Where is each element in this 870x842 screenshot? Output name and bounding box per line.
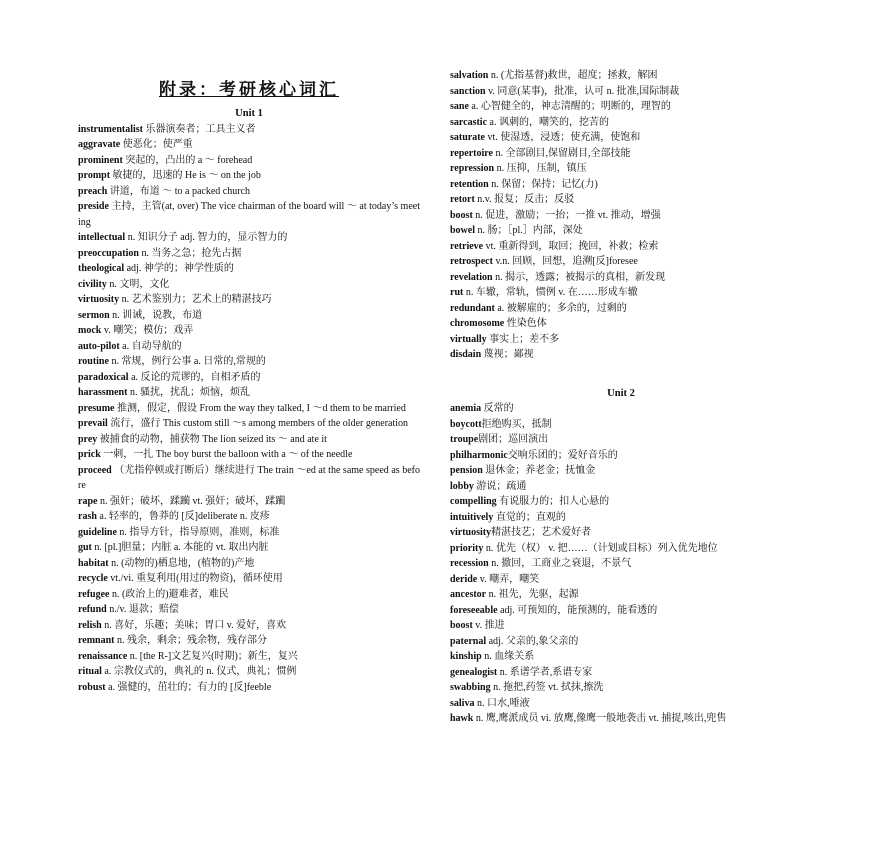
definition: n. 车辙，常轨，惯例 v. 在……形成车辙 (463, 287, 638, 298)
definition: 乐器演奏者；工具主义者 (143, 123, 256, 135)
headword: virtually (450, 333, 487, 345)
definition: 性染色体 (504, 318, 547, 329)
vocab-entry (450, 285, 792, 301)
definition: n. 常规，例行公事 a. 日常的,常规的 (108, 356, 266, 367)
headword: pension (450, 465, 483, 476)
headword: lobby (450, 480, 474, 492)
headword: ritual (78, 666, 102, 677)
vocab-entry (450, 270, 792, 286)
unit-2-heading: Unit 2 (607, 387, 635, 399)
definition: adj. 可预知的，能预测的，能看透的 (497, 604, 658, 616)
vocab-entry (450, 696, 792, 712)
vocab-entry (450, 177, 792, 193)
headword: virtuosity (78, 294, 120, 305)
definition: 流行，盛行 This custom still ～s among members of the older generation (107, 418, 409, 429)
definition: n. 肠；［pl.］内部，深处 (475, 225, 583, 236)
headword: intuitively (450, 511, 494, 523)
vocab-entry (450, 239, 792, 255)
headword: retention (450, 178, 489, 190)
headword: rape (78, 495, 98, 507)
headword: relish (78, 619, 102, 631)
headword: salvation (450, 70, 489, 81)
headword: foreseeable (450, 604, 498, 616)
headword: renaissance (78, 650, 128, 662)
definition: n. 骚扰，扰乱；烦恼，烦乱 (127, 387, 250, 398)
definition: 反常的 (481, 403, 514, 414)
definition: a. 被解雇的；多余的，过剩的 (494, 302, 627, 314)
vocab-entry (450, 634, 792, 650)
definition: adj. 神学的；神学性质的 (124, 263, 234, 274)
vocab-entry (78, 261, 420, 277)
definition: n. [pl.]胆量；内脏 a. 本能的 vt. 取出内脏 (91, 542, 269, 553)
definition: a. 宗教仪式的，典礼的 n. 仪式，典礼；惯例 (101, 666, 297, 677)
vocab-entry (78, 556, 420, 572)
definition: 主持，主管(at, over) The vice chairman of the board will ～ at today’s meeting (78, 201, 420, 228)
page-title: 附录：考研核心词汇 (159, 80, 339, 99)
vocab-entry (78, 416, 420, 432)
headword: saturate (450, 132, 485, 143)
definition: 游说；疏通 (473, 480, 527, 492)
headword: instrumentalist (78, 123, 143, 135)
headword: sane (450, 101, 469, 112)
headword: presume (78, 402, 115, 414)
headword: troupe (450, 434, 479, 445)
definition: n. 揭示，透露；被揭示的真相，新发现 (492, 271, 666, 283)
vocab-entry (78, 401, 420, 417)
definition: 敏捷的，迅速的 He is ～ on the job (110, 170, 261, 181)
vocab-entry (450, 603, 792, 619)
headword: prey (78, 433, 98, 445)
headword: boost (450, 620, 473, 631)
definition: 蔑视；鄙视 (481, 349, 534, 360)
definition: n. 残余，剩余；残余物，残存部分 (114, 635, 267, 646)
headword: virtuosity (450, 527, 492, 538)
vocab-entry (450, 665, 792, 681)
headword: robust (78, 681, 106, 693)
headword: auto-pilot (78, 340, 120, 352)
definition: n. 训诫，说教，布道 (109, 309, 203, 321)
vocab-entry (78, 246, 420, 262)
definition: vt. 重新得到，取回；挽回，补救；检索 (483, 240, 659, 252)
definition: n. 促进，激励；一抬；一推 vt. 推动，增强 (472, 209, 661, 221)
vocab-entry (78, 602, 420, 618)
definition: n. 强奸；破坏，蹂躏 vt. 强奸；破坏，蹂躏 (97, 495, 286, 507)
headword: prick (78, 449, 101, 460)
vocab-entry (450, 332, 792, 348)
vocab-entry (450, 680, 792, 696)
definition: v. 推进 (472, 620, 505, 631)
headword: prevail (78, 418, 108, 429)
vocab-entry (450, 432, 792, 448)
vocab-entry (78, 463, 420, 494)
unit-2-entries (450, 401, 792, 727)
vocab-entry (450, 401, 792, 417)
headword: priority (450, 542, 484, 554)
vocab-entry (78, 153, 420, 169)
vocab-entry (450, 146, 792, 162)
vocab-entry (78, 664, 420, 680)
headword: remnant (78, 635, 115, 646)
definition: n. 祖先，先驱，起源 (486, 589, 579, 600)
left-column (78, 68, 420, 695)
vocab-entry (450, 130, 792, 146)
definition: n. 鹰,鹰派成员 vi. 放鹰,像鹰一般地袭击 vt. 捕捉,咳出,兜售 (473, 713, 727, 724)
vocab-entry (78, 168, 420, 184)
headword: deride (450, 573, 478, 585)
vocab-entry (78, 354, 420, 370)
headword: proceed (78, 464, 112, 476)
vocab-entry (450, 99, 792, 115)
headword: mock (78, 325, 102, 336)
vocab-entry (78, 184, 420, 200)
vocab-entry (78, 633, 420, 649)
definition: 讲道，布道 ～ to a packed church (107, 185, 251, 197)
headword: gut (78, 542, 92, 553)
headword: saliva (450, 697, 475, 709)
unit-gap (450, 363, 792, 386)
headword: preoccupation (78, 247, 139, 259)
headword: swabbing (450, 682, 491, 693)
definition: adj. 父亲的,象父亲的 (486, 635, 579, 647)
vocab-entry (78, 277, 420, 293)
vocab-entry (450, 649, 792, 665)
unit-1-heading: Unit 1 (235, 108, 263, 119)
vocab-entry (450, 347, 792, 363)
vocab-entry (78, 385, 420, 401)
definition: 有说服力的；扣人心悬的 (496, 496, 610, 507)
definition: 突起的，凸出的 a ～ forehead (122, 154, 253, 166)
definition: n. 口水,唾液 (474, 697, 530, 709)
definition: n. 知识分子 adj. 智力的，显示智力的 (125, 232, 288, 243)
definition: n. 撤回，工商业之衰退，不景气 (488, 558, 632, 569)
headword: recession (450, 558, 489, 569)
vocab-entry (450, 463, 792, 479)
definition: v. 嘲笑；模仿；戏弄 (101, 325, 194, 336)
vocab-entry (78, 432, 420, 448)
headword: sanction (450, 85, 486, 97)
headword: ancestor (450, 589, 487, 600)
headword: repression (450, 163, 495, 174)
vocab-entry (450, 479, 792, 495)
headword: boycott (450, 418, 482, 430)
headword: bowel (450, 225, 475, 236)
vocab-entry (78, 649, 420, 665)
definition: v. 同意(某事)，批准，认可 n. 批准,国际制裁 (485, 85, 680, 97)
definition: n. 血缘关系 (481, 651, 535, 662)
definition: n. 全部剧目,保留剧目,全部技能 (492, 147, 631, 159)
vocab-entry (78, 680, 420, 696)
definition: n. [the R-]文艺复兴(时期)；新生，复兴 (127, 650, 298, 662)
definition: n. 指导方针，指导原则，准则，标准 (116, 526, 280, 538)
headword: chromosome (450, 318, 505, 329)
vocab-entry (450, 84, 792, 100)
headword: revelation (450, 271, 493, 283)
definition: a. 心智健全的，神志清醒的；明断的，理智的 (468, 101, 671, 112)
vocab-entry (450, 711, 792, 727)
vocab-entry (450, 572, 792, 588)
definition: n. 艺术鉴别力；艺术上的精湛技巧 (119, 294, 272, 305)
definition: a. 自动导航的 (119, 340, 182, 352)
vocab-entry (450, 161, 792, 177)
definition: n. 拖把,药签 vt. 拭抹,擦洗 (490, 682, 604, 693)
definition: 一刺，一扎 The boy burst the balloon with a ～ of the needle (100, 449, 353, 460)
definition: n. 系谱学者,系谱专家 (497, 666, 593, 678)
headword: rash (78, 511, 97, 522)
headword: anemia (450, 403, 482, 414)
vocab-entry (78, 587, 420, 603)
definition: a. 反论的荒谬的，自相矛盾的 (128, 371, 261, 383)
vocab-entry (450, 301, 792, 317)
headword: refugee (78, 588, 110, 600)
definition: v.n. 回顾，回想，追溯[反]foresee (492, 256, 638, 267)
headword: recycle (78, 573, 108, 584)
definition: （尤指停顿或打断后）继续进行 The train ～ed at the same speed as before (78, 464, 420, 491)
definition: 事实上；差不多 (486, 333, 560, 345)
headword: disdain (450, 349, 482, 360)
definition: n. 当务之急；抢先占据 (138, 247, 242, 259)
vocab-entry (78, 509, 420, 525)
headword: redundant (450, 302, 495, 314)
definition: n. 压抑，压制，镇压 (494, 163, 587, 174)
headword: intellectual (78, 232, 126, 243)
headword: genealogist (450, 666, 498, 678)
unit-1-entries-left (78, 122, 420, 696)
definition: 精湛技艺；艺术爱好者 (491, 527, 592, 538)
headword: sermon (78, 309, 110, 321)
vocab-entry (450, 68, 792, 84)
vocab-entry (450, 541, 792, 557)
definition: vt. 使湿透，浸透；使充满，使饱和 (485, 132, 641, 143)
vocab-entry (78, 308, 420, 324)
definition: n./v. 退款；赔偿 (106, 604, 179, 615)
vocab-entry (450, 316, 792, 332)
vocab-entry (450, 254, 792, 270)
definition: a. 强健的，茁壮的；有力的 [反]feeble (105, 681, 272, 693)
headword: kinship (450, 651, 482, 662)
definition: n. 文明，文化 (106, 278, 170, 290)
vocab-entry (450, 208, 792, 224)
headword: compelling (450, 496, 497, 507)
definition: n. (政治上的)避难者，难民 (109, 588, 229, 600)
headword: theological (78, 263, 125, 274)
headword: preside (78, 201, 109, 212)
headword: guideline (78, 526, 117, 538)
headword: boost (450, 209, 473, 221)
headword: philharmonic (450, 449, 508, 461)
definition: n. 喜好，乐趣；美味；胃口 v. 爱好，喜欢 (101, 619, 287, 631)
definition: 退休金；养老金；抚恤金 (482, 465, 596, 476)
headword: prompt (78, 170, 111, 181)
vocab-entry (78, 323, 420, 339)
vocab-entry (78, 447, 420, 463)
definition: a. 讽刺的，嘲笑的，挖苦的 (487, 116, 609, 128)
vocab-entry (78, 137, 420, 153)
vocab-entry (450, 223, 792, 239)
headword: hawk (450, 713, 474, 724)
vocab-entry (78, 292, 420, 308)
vocab-entry (450, 192, 792, 208)
headword: preach (78, 185, 108, 197)
headword: habitat (78, 557, 109, 569)
headword: refund (78, 604, 107, 615)
headword: rut (450, 287, 464, 298)
definition: v. 嘲弄，嘲笑 (477, 573, 540, 585)
vocab-entry (450, 417, 792, 433)
definition: 剧团；巡回演出 (478, 434, 549, 445)
vocab-entry (78, 540, 420, 556)
unit-1-entries-right (450, 68, 792, 363)
vocab-entry (78, 199, 420, 230)
vocab-entry (450, 556, 792, 572)
right-column (450, 68, 792, 727)
headword: paradoxical (78, 371, 129, 383)
vocab-entry (78, 122, 420, 138)
headword: retort (450, 194, 475, 205)
definition: n.v. 报复；反击；反驳 (474, 194, 575, 205)
vocab-entry (450, 494, 792, 510)
headword: repertoire (450, 147, 493, 159)
headword: routine (78, 356, 109, 367)
vocab-entry (450, 618, 792, 634)
headword: aggravate (78, 139, 121, 150)
headword: retrieve (450, 240, 484, 252)
vocab-entry (450, 115, 792, 131)
vocab-entry (78, 370, 420, 386)
definition: n. 优先（权） v. 把……（计划或目标）列入优先地位 (483, 542, 718, 554)
vocab-entry (78, 618, 420, 634)
headword: civility (78, 278, 107, 290)
headword: sarcastic (450, 116, 488, 128)
vocab-entry (78, 494, 420, 510)
vocab-entry (450, 448, 792, 464)
definition: n. (动物的)栖息地，(植物的)产地 (108, 557, 255, 569)
headword: prominent (78, 154, 123, 166)
vocab-entry (78, 230, 420, 246)
definition: 使恶化；使严重 (120, 139, 193, 150)
definition: n. (尤指基督)救世，超度；拯救，解困 (488, 70, 658, 81)
definition: 交响乐团的；爱好音乐的 (507, 449, 618, 461)
vocab-entry (450, 510, 792, 526)
vocab-entry (450, 525, 792, 541)
vocab-entry (78, 571, 420, 587)
definition: vt./vi. 重复利用(用过的物资)，循环使用 (107, 573, 283, 584)
definition: n. 保留；保持；记忆(力) (488, 178, 598, 190)
vocab-entry (450, 587, 792, 603)
definition: 直觉的；直观的 (493, 511, 566, 523)
headword: harassment (78, 387, 128, 398)
vocab-entry (78, 525, 420, 541)
vocab-entry (78, 339, 420, 355)
definition: 被捕食的动物，捕获物 The lion seized its ～ and ate it (97, 433, 327, 445)
definition: 推测，假定，假设 From the way they talked, I ～d them to be married (114, 402, 406, 414)
headword: paternal (450, 635, 487, 647)
definition: 拒绝购买，抵制 (481, 418, 552, 430)
headword: retrospect (450, 256, 493, 267)
definition: a. 轻率的，鲁莽的 [反]deliberate n. 皮疹 (96, 511, 270, 522)
